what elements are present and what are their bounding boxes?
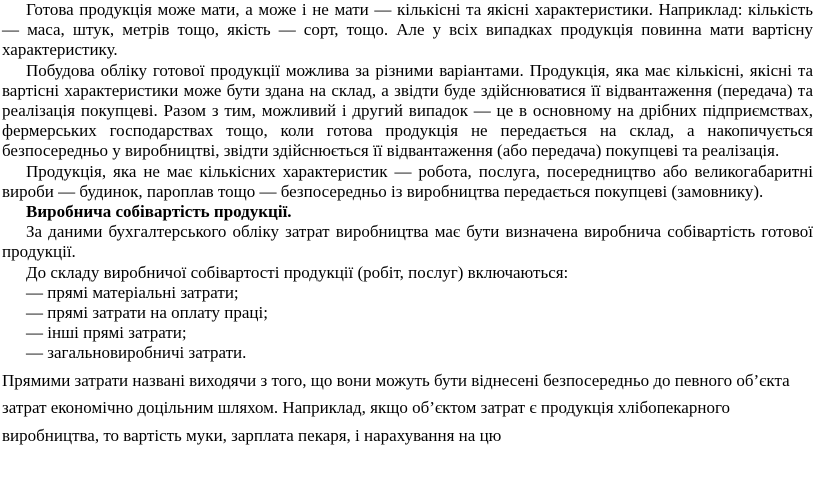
list-item: — прямі затрати на оплату праці; — [26, 303, 268, 323]
paragraph-direct-costs: Прямими затрати названі виходячи з того, що вони можуть бути віднесені безпосередньо до певного об’єкта затрат економічно доцільним шляхом. Наприклад, якщо об’єктом затрат є продукція хлібопекарного виробництва, то вартість муки, зарплата пекаря, і нарахування на цю — [2, 370, 790, 445]
list-item: — загальновиробничі затрати. — [26, 343, 247, 363]
cost-items-list — [2, 283, 813, 364]
paragraph-non-quantitative-products: Продукція, яка не має кількісних характеристик — робота, послуга, посередництво або великогабаритні вироби — будинок, пароплав тощо — безпосередньо із виробництва передається покупцеві (замовнику). — [2, 161, 813, 201]
list-item: — інші прямі затрати; — [26, 323, 187, 343]
paragraph-production-cost: За даними бухгалтерського обліку затрат виробництва має бути визначена виробнича собівартість готової продукції. — [2, 222, 813, 262]
paragraph-cost-composition: До складу виробничої собівартості продукції (робіт, послуг) включаються: — [26, 262, 569, 282]
paragraph-accounting-variants: Побудова обліку готової продукції можлива за різними варіантами. Продукція, яка має кількісні, якісні та вартісні характеристики може бути здана на склад, а звідти буде здійснюватися її відвантаження (передача) та реалізація покупцеві. Разом з тим, можливий і другий випадок — це в основному на дрібних підприємствах, фермерських господарствах тощо, коли готова продукція не передається на склад, а накопичується безпосередньо у виробництві, звідти здійснюється її відвантаження (або передача) покупцеві та реалізація. — [2, 60, 813, 161]
list-item: — прямі матеріальні затрати; — [26, 282, 239, 302]
section-heading: Виробнича собівартість продукції. — [26, 202, 292, 222]
paragraph-product-characteristics: Готова продукція може мати, а може і не мати — кількісні та якісні характеристики. Наприклад: кількість — маса, штук, метрів тощо, якість — сорт, тощо. Але у всіх випадках продукція повинна мати вартісну характеристику. — [2, 0, 813, 60]
